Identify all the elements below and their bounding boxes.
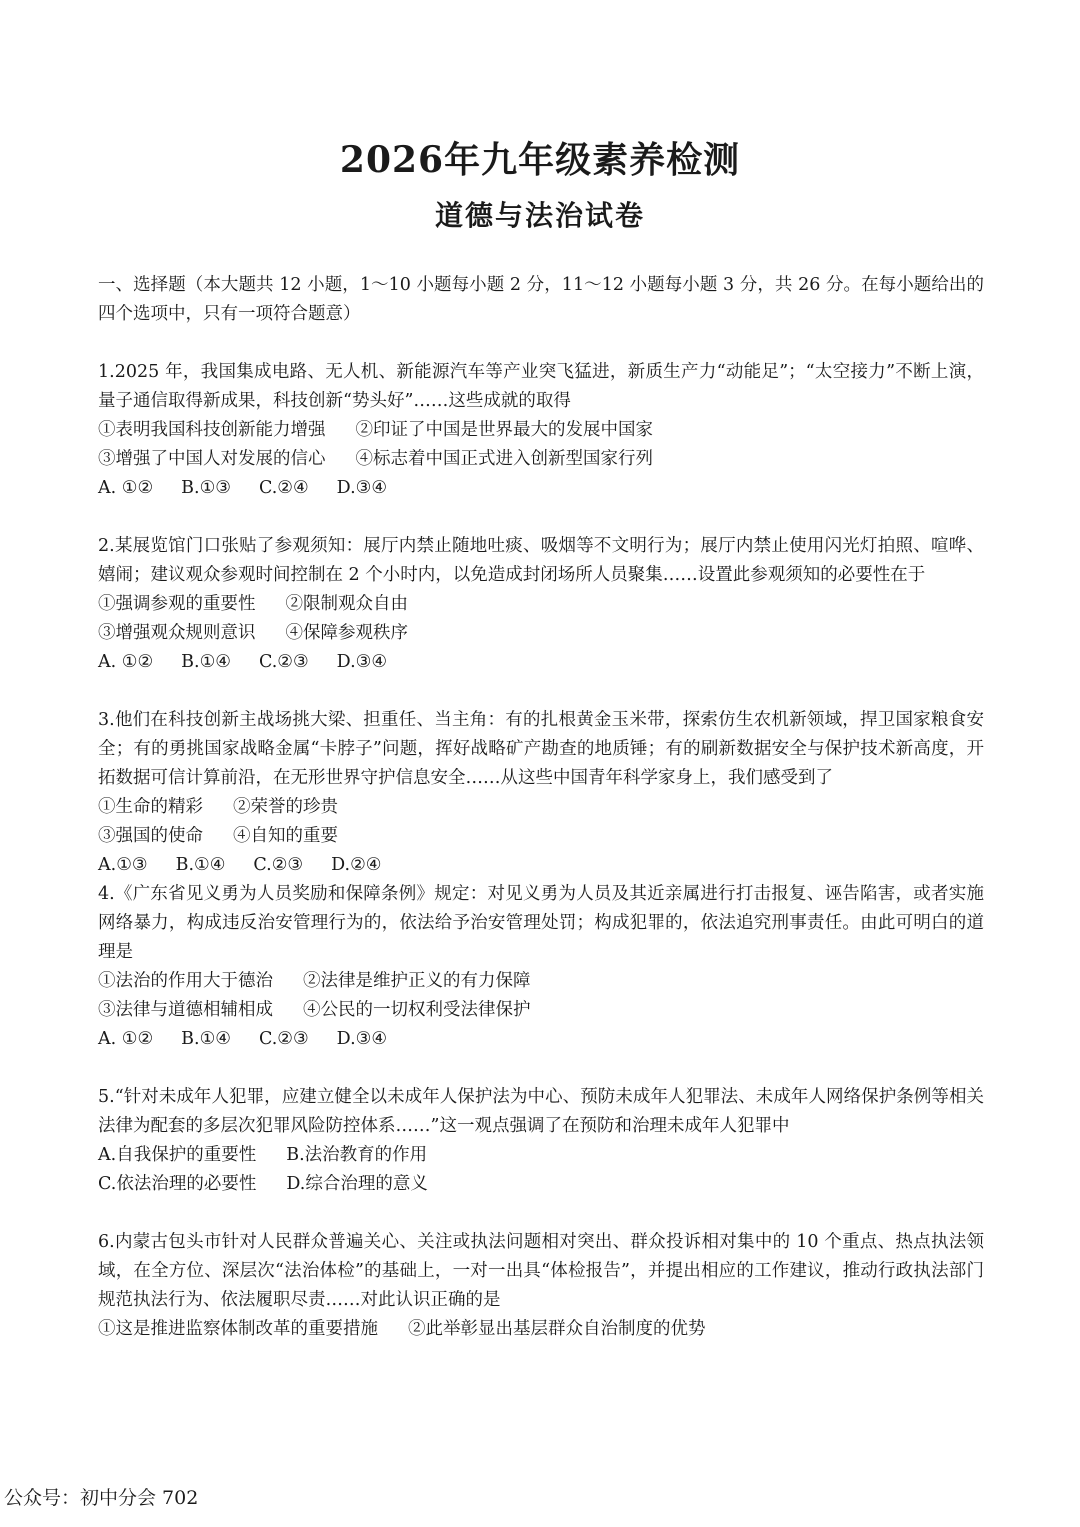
option-row — [98, 822, 984, 851]
option-1: ①生命的精彩 — [98, 797, 203, 817]
option-row — [98, 1315, 984, 1344]
answer-a: A. ①② — [98, 1029, 154, 1049]
option-4: ④自知的重要 — [233, 826, 338, 846]
answer-b: B.①④ — [181, 652, 231, 672]
option-row — [98, 445, 984, 474]
option-2: ②荣誉的珍贵 — [233, 797, 338, 817]
answer-c: C.②③ — [258, 652, 309, 672]
question-2 — [98, 532, 984, 677]
option-row — [98, 793, 984, 822]
option-2: ②限制观众自由 — [285, 594, 408, 614]
option-4: ④公民的一切权利受法律保护 — [303, 1000, 531, 1020]
answer-b: B.①④ — [181, 1029, 231, 1049]
answer-c: C.②③ — [258, 1029, 309, 1049]
question-5 — [98, 1083, 984, 1199]
section-instructions: 一、选择题（本大题共 12 小题，1～10 小题每小题 2 分，11～12 小题每小题 3 分，共 26 分。在每小题给出的四个选项中，只有一项符合题意） — [98, 275, 984, 324]
question-stem: 4.《广东省见义勇为人员奖励和保障条例》规定：对见义勇为人员及其近亲属进行打击报复、诬告陷害，或者实施网络暴力，构成违反治安管理行为的，依法给予治安管理处罚；构成犯罪的，依法追究刑事责任。由此可明白的道理是 — [98, 884, 984, 962]
question-3 — [98, 706, 984, 880]
answer-row — [98, 648, 984, 677]
answer-b: B.①③ — [181, 478, 231, 498]
answer-d: D.③④ — [336, 1029, 388, 1049]
option-1: ①强调参观的重要性 — [98, 594, 256, 614]
answer-a: A.①③ — [98, 855, 148, 875]
option-3: ③法律与道德相辅相成 — [98, 1000, 273, 1020]
option-row — [98, 1170, 984, 1199]
option-row — [98, 416, 984, 445]
option-3: ③增强了中国人对发展的信心 — [98, 449, 326, 469]
question-stem: 1.2025 年，我国集成电路、无人机、新能源汽车等产业突飞猛进，新质生产力“动能足”；“太空接力”不断上演，量子通信取得新成果，科技创新“势头好”……这些成就的取得 — [98, 362, 984, 411]
option-1: ①法治的作用大于德治 — [98, 971, 273, 991]
exam-title: 2026年九年级素养检测 — [339, 139, 741, 181]
answer-a: A. ①② — [98, 478, 154, 498]
answer-c: C.依法治理的必要性 — [98, 1174, 257, 1194]
answer-c: C.②③ — [253, 855, 304, 875]
option-row — [98, 590, 984, 619]
option-row — [98, 619, 984, 648]
question-stem: 3.他们在科技创新主战场挑大梁、担重任、当主角：有的扎根黄金玉米带，探索仿生农机新领域，捍卫国家粮食安全；有的勇挑国家战略金属“卡脖子”问题，挥好战略矿产勘查的地质锤；有的刷新数据安全与保护技术新高度，开拓数据可信计算前沿，在无形世界守护信息安全……从这些中国青年科学家身上，我们感受到了 — [98, 710, 984, 788]
option-4: ④保障参观秩序 — [285, 623, 408, 643]
answer-a: A. ①② — [98, 652, 154, 672]
option-row — [98, 996, 984, 1025]
answer-d: D.③④ — [336, 478, 388, 498]
option-3: ③增强观众规则意识 — [98, 623, 256, 643]
answer-row — [98, 1025, 984, 1054]
option-2: ②法律是维护正义的有力保障 — [303, 971, 531, 991]
question-stem: 2.某展览馆门口张贴了参观须知：展厅内禁止随地吐痰、吸烟等不文明行为；展厅内禁止使用闪光灯拍照、喧哗、嬉闹；建议观众参观时间控制在 2 个小时内，以免造成封闭场所人员聚集……设置此参观须知的必要性在于 — [98, 536, 984, 585]
question-4 — [98, 880, 984, 1054]
option-4: ④标志着中国正式进入创新型国家行列 — [355, 449, 653, 469]
answer-row — [98, 851, 984, 880]
question-6 — [98, 1228, 984, 1344]
question-1 — [98, 358, 984, 503]
option-2: ②印证了中国是世界最大的发展中国家 — [355, 420, 653, 440]
answer-b: B.①④ — [175, 855, 226, 875]
option-row — [98, 967, 984, 996]
answer-d: D.综合治理的意义 — [286, 1174, 428, 1194]
option-1: ①这是推进监察体制改革的重要措施 — [98, 1319, 378, 1339]
answer-c: C.②④ — [258, 478, 309, 498]
option-2: ②此举彰显出基层群众自治制度的优势 — [408, 1319, 706, 1339]
question-stem: 5.“针对未成年人犯罪，应建立健全以未成年人保护法为中心、预防未成年人犯罪法、未成年人网络保护条例等相关法律为配套的多层次犯罪风险防控体系……”这一观点强调了在预防和治理未成年人犯罪中 — [98, 1087, 984, 1136]
answer-row — [98, 474, 984, 503]
answer-b: B.法治教育的作用 — [286, 1145, 428, 1165]
answer-d: D.②④ — [331, 855, 382, 875]
answer-d: D.③④ — [336, 652, 388, 672]
answer-a: A.自我保护的重要性 — [98, 1145, 257, 1165]
option-3: ③强国的使命 — [98, 826, 203, 846]
exam-content — [98, 271, 984, 1344]
question-stem: 6.内蒙古包头市针对人民群众普遍关心、关注或执法问题相对突出、群众投诉相对集中的 10 个重点、热点执法领域，在全方位、深层次“法治体检”的基础上，一对一出具“体检报告”，并提出相应的工作建议，推动行政执法部门规范执法行为、依法履职尽责……对此认识正确的是 — [98, 1232, 984, 1310]
exam-subtitle: 道德与法治试卷 — [434, 199, 645, 232]
option-1: ①表明我国科技创新能力增强 — [98, 420, 326, 440]
footer-note: 公众号：初中分会 702 — [4, 1487, 199, 1509]
option-row — [98, 1141, 984, 1170]
